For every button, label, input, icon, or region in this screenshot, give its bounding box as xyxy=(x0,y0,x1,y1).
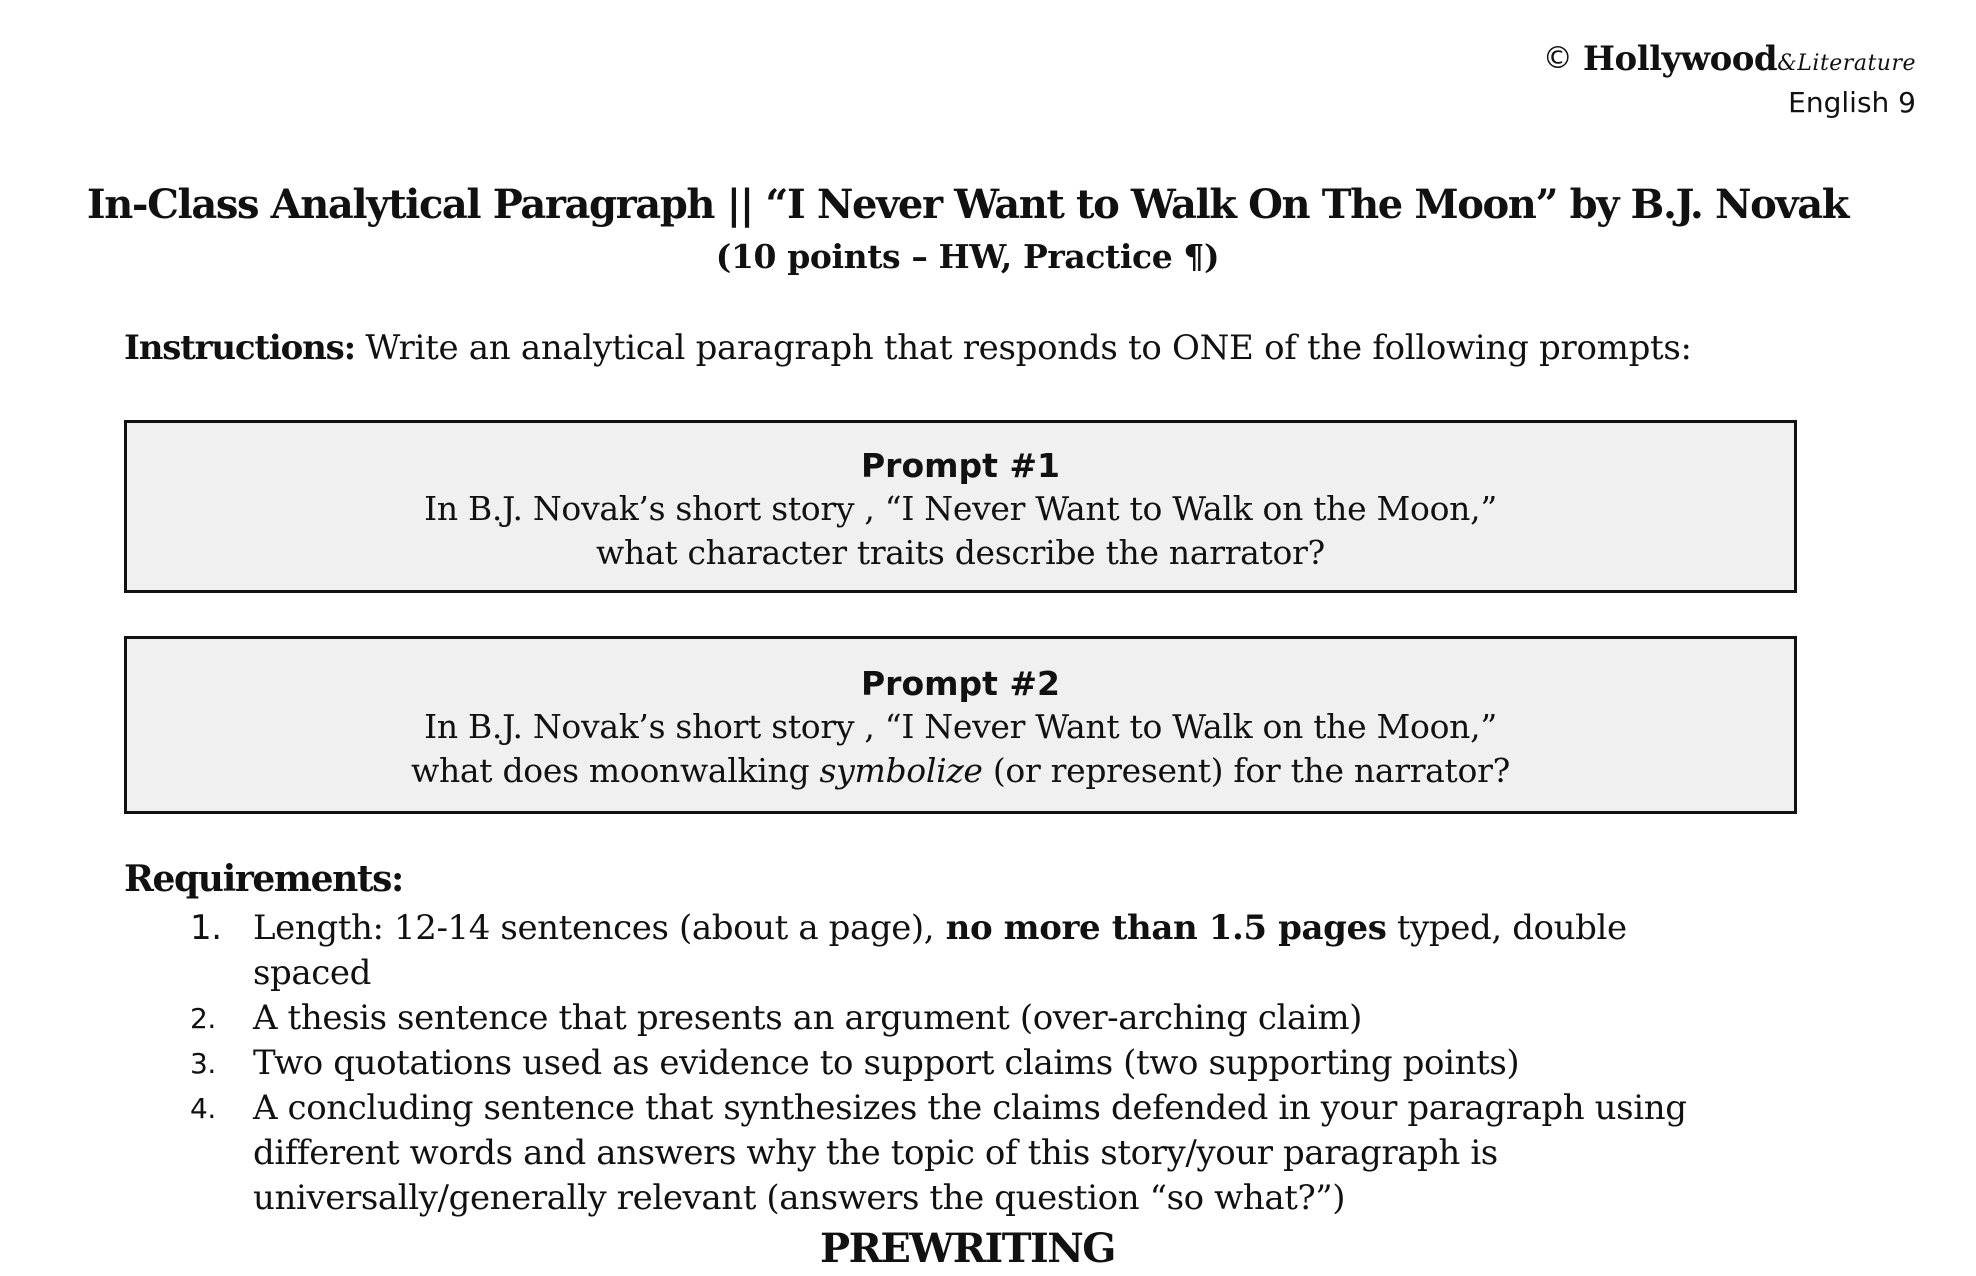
title-block xyxy=(0,178,1935,282)
prompt-box-1 xyxy=(124,420,1797,593)
page-subtitle: (10 points – HW, Practice ¶) xyxy=(715,237,1220,276)
prompt-text-line xyxy=(127,749,1794,793)
prompt-text-line: what character traits describe the narrator? xyxy=(596,533,1325,572)
prompt-box-2 xyxy=(124,636,1797,814)
list-number: 4. xyxy=(190,1092,216,1125)
prompt-title: Prompt #2 xyxy=(860,664,1060,703)
brand-logo xyxy=(1543,40,1916,79)
list-item-text: A thesis sentence that presents an argument (over-arching claim) xyxy=(253,998,1363,1038)
requirements-heading: Requirements: xyxy=(124,858,403,900)
instructions xyxy=(124,328,1692,368)
prompt-title: Prompt #1 xyxy=(860,446,1060,485)
list-item xyxy=(0,1041,1753,1086)
list-item-text xyxy=(253,906,1753,996)
requirement-text-segment: Length: 12-14 sentences (about a page), xyxy=(253,908,935,948)
list-number: 1. xyxy=(190,908,222,948)
instructions-text: Write an analytical paragraph that responds to ONE of the following prompts: xyxy=(354,328,1692,368)
copyright-symbol: © xyxy=(1542,41,1573,76)
list-item xyxy=(0,906,1753,996)
brand-header xyxy=(1543,40,1916,119)
requirements-list xyxy=(0,906,1753,1221)
requirement-emphasis: no more than 1.5 pages xyxy=(934,908,1387,948)
list-item-text: Two quotations used as evidence to support claims (two supporting points) xyxy=(253,1043,1520,1083)
page-title: In-Class Analytical Paragraph || “I Never Want to Walk On The Moon” by B.J. Novak xyxy=(86,181,1849,228)
prompt-emphasis: symbolize xyxy=(819,751,983,790)
brand-name: Hollywood xyxy=(1582,39,1778,79)
instructions-label: Instructions: xyxy=(124,328,355,368)
prompt-text-line: In B.J. Novak’s short story , “I Never Want to Walk on the Moon,” xyxy=(424,707,1497,746)
course-label: English 9 xyxy=(1788,86,1916,120)
list-item-text: A concluding sentence that synthesizes the claims defended in your paragraph using different words and answers why the topic of this story/your paragraph is universally/generally relevant (answers the question “so what?”) xyxy=(253,1088,1687,1218)
prompt-text-line: In B.J. Novak’s short story , “I Never Want to Walk on the Moon,” xyxy=(424,489,1497,528)
list-item xyxy=(0,1086,1753,1221)
requirement-text-segment: typed, double spaced xyxy=(253,908,1627,993)
brand-name-sub: &Literature xyxy=(1777,51,1916,76)
section-heading: PREWRITING xyxy=(820,1225,1115,1272)
prompt-text-segment: (or represent) for the narrator? xyxy=(982,751,1510,790)
list-item xyxy=(0,996,1753,1041)
list-number: 3. xyxy=(190,1047,216,1080)
list-number: 2. xyxy=(190,1002,216,1035)
prompt-text-segment: what does moonwalking xyxy=(411,751,820,790)
